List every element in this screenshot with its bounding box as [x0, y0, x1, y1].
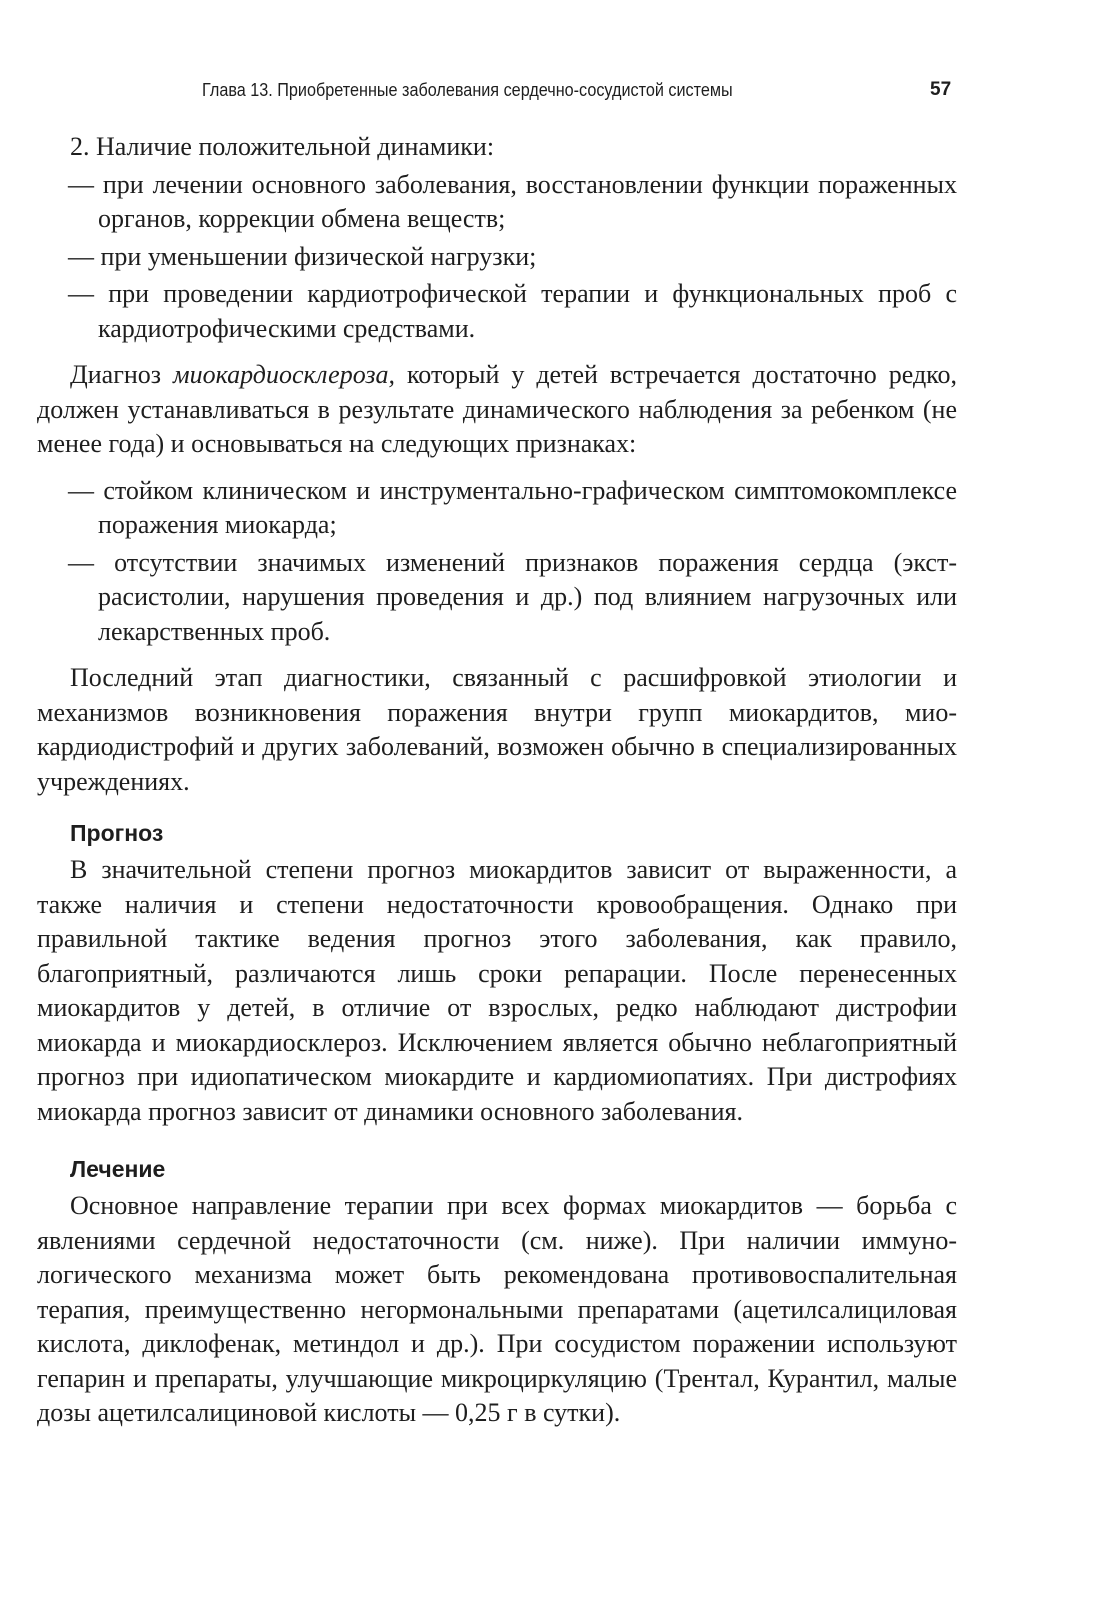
paragraph-treatment: Основное направление терапии при всех формах миокардитов — борьба с явлениями сердечной недостаточности (см. ниже). При наличии иммунологического механизма может быть рекомендована противовоспалительная терапия, преимущественно негормональными препаратами (ацетилсалициловая кислота, диклофенак, метиндол и др.). При сосудистом поражении используют гепарин и препараты, улучшающие микроциркуляцию (Трентал, Курантил, малые дозы ацетилсалициновой кислоты — 0,25 г в сутки).: [37, 1191, 957, 1427]
dash-item-treatment: — при лечении основного заболевания, восстановлении функции пораженных органов, коррекции обмена веществ;: [68, 169, 957, 233]
dash-item-load: — при уменьшении физической нагрузки;: [68, 241, 537, 271]
body-text: [37, 130, 957, 1431]
numbered-item-2: 2. Наличие положительной динамики:: [70, 132, 495, 161]
paragraph-prognosis: В значительной степени прогноз миокардитов зависит от выраженности, а также наличия и степени недостаточности кровообращения. Однако при правильной тактике ведения прогноз этого заболевания, как правило, благоприятный, различаются лишь сроки репарации. После перенесенных миокардитов у детей, в отличие от взрослых, редко наблюдают дистрофии миокарда и миокардиосклероз. Исключением является обычно неблагоприятный прогноз при идиопатическом миокардите и кардиомиопатиях. При дистрофиях миокарда прогноз зависит от динамики основного заболевания.: [37, 855, 957, 1126]
dash-item-cardiotrophic: — при проведении кардиотрофической терапии и функциональных проб с кардиотрофическими средствами.: [68, 279, 957, 343]
term-myocardiosclerosis: миокардиосклероза,: [173, 360, 395, 389]
paragraph-diagnosis-rest: который у детей встречается достаточно редко, должен устанавливаться в результате динамического наблюдения за ребенком (не менее года) и основываться на следующих признаках:: [37, 360, 957, 458]
paragraph-last-stage: Последний этап диагностики, связанный с расшифровкой этиологии и механизмов возникновения поражения внутри групп миокардитов, миокардиодистрофий и других заболеваний, возможен обычно в специализированных учреждениях.: [37, 663, 957, 796]
dash-item-persistent: — стойком клиническом и инструментально-графическом симптомокомплексе поражения миокарда;: [68, 475, 957, 539]
paragraph-diagnosis: [37, 358, 957, 462]
paragraph-diagnosis-start: Диагноз: [70, 360, 174, 389]
heading-treatment: Лечение: [70, 1156, 166, 1182]
chapter-title: Глава 13. Приобретенные заболевания сердечно-сосудистой системы: [202, 80, 733, 100]
dash-item-absence: — отсутствии значимых изменений признаков поражения сердца (экстрасистолии, нарушения проведения и др.) под влиянием нагрузочных или лекарственных проб.: [68, 547, 957, 646]
heading-prognosis: Прогноз: [70, 820, 164, 846]
running-header: [202, 80, 881, 106]
page-number: 57: [930, 79, 952, 100]
